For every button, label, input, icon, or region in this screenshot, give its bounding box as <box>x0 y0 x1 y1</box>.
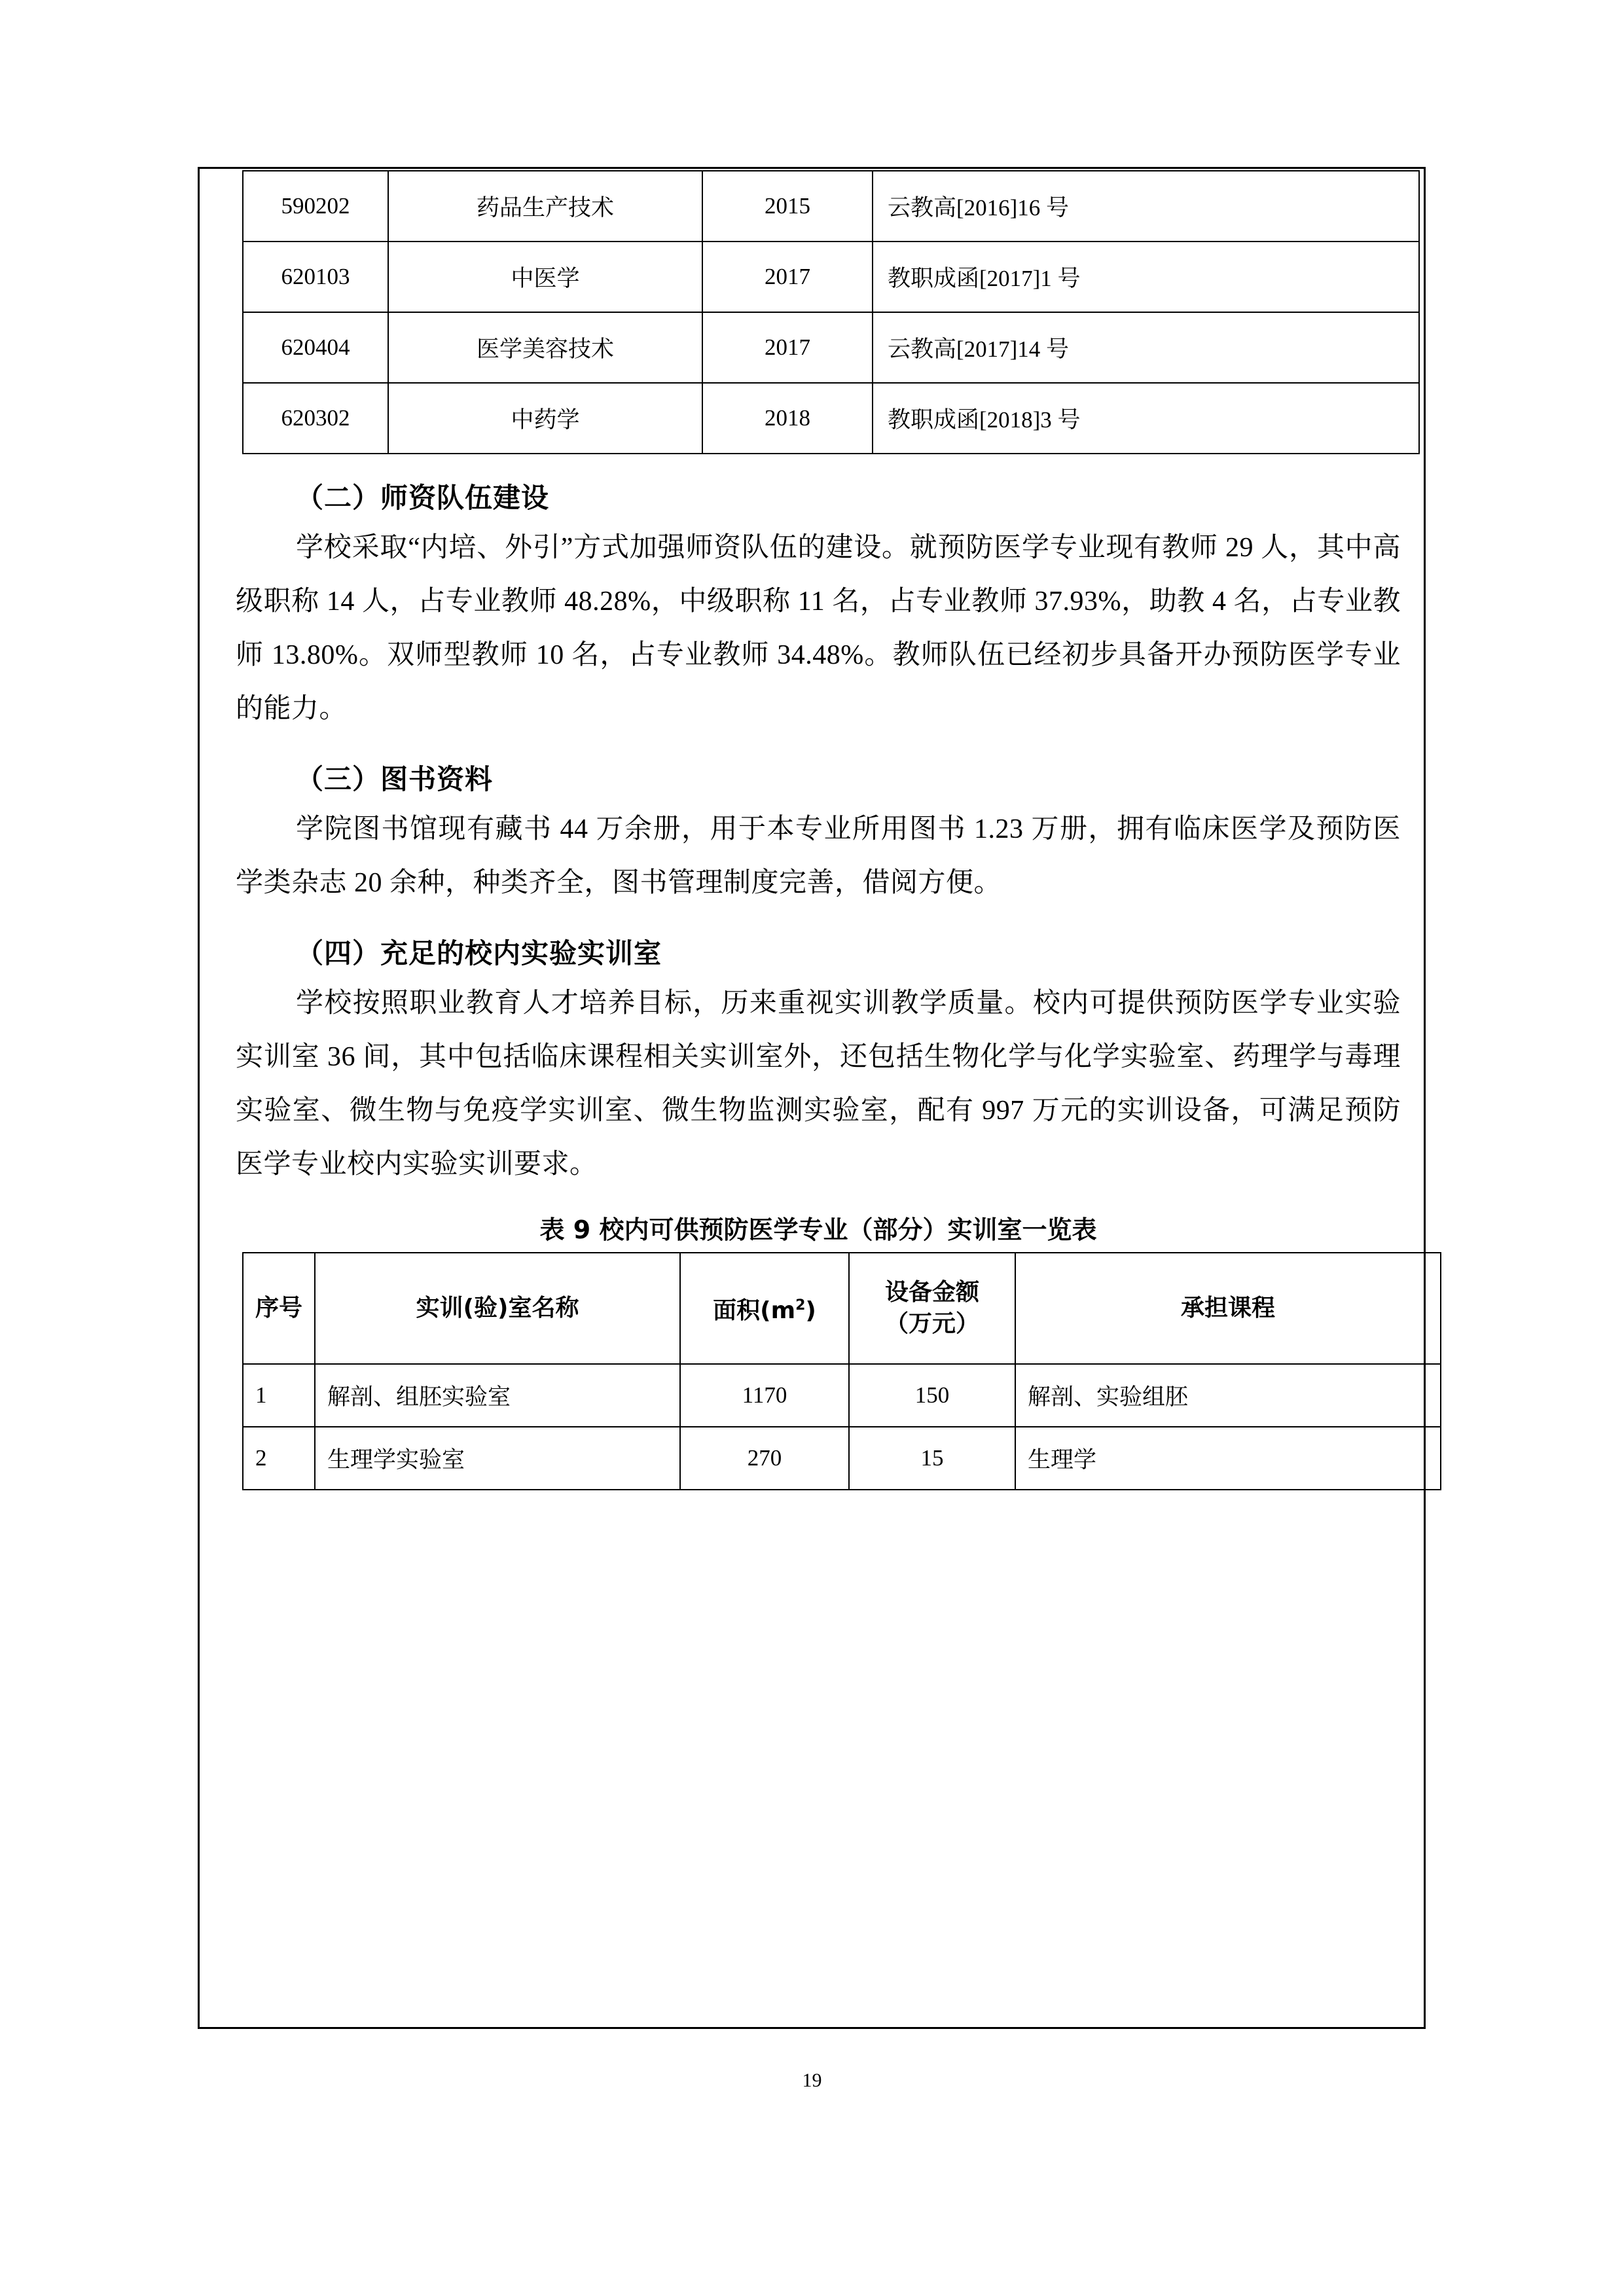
header-amount-line1: 设备金额 <box>884 1279 979 1306</box>
major-doc: 云教高[2016]16 号 <box>873 171 1419 242</box>
header-area-end: ) <box>805 1297 816 1324</box>
table-header-row <box>243 1253 1441 1364</box>
lab-area: 270 <box>680 1427 849 1490</box>
header-amount-line2: （万元） <box>884 1310 979 1337</box>
major-code: 590202 <box>243 171 388 242</box>
lab-name: 生理学实验室 <box>315 1427 680 1490</box>
table-row <box>243 383 1419 454</box>
lab-amount: 150 <box>849 1364 1015 1427</box>
header-course: 承担课程 <box>1015 1253 1441 1364</box>
lab-amount: 15 <box>849 1427 1015 1490</box>
lab-index: 1 <box>243 1364 315 1427</box>
table-row <box>243 242 1419 312</box>
section-heading-library: （三）图书资料 <box>296 763 494 795</box>
header-lab-name: 实训(验)室名称 <box>315 1253 680 1364</box>
major-code: 620103 <box>243 242 388 312</box>
lab-index: 2 <box>243 1427 315 1490</box>
header-index: 序号 <box>243 1253 315 1364</box>
table-row <box>243 171 1419 242</box>
major-name: 中医学 <box>388 242 702 312</box>
major-year: 2017 <box>702 312 873 383</box>
table-row <box>243 312 1419 383</box>
header-area <box>680 1253 849 1364</box>
header-area-text: 面积(m <box>713 1297 796 1324</box>
section-heading-faculty: （二）师资队伍建设 <box>296 482 550 514</box>
page-content <box>236 170 1401 1490</box>
lab-course: 生理学 <box>1015 1427 1441 1490</box>
table-row <box>243 1427 1441 1490</box>
major-name: 药品生产技术 <box>388 171 702 242</box>
labs-table <box>242 1252 1441 1490</box>
header-area-sup: 2 <box>795 1297 806 1314</box>
lab-area: 1170 <box>680 1364 849 1427</box>
major-year: 2018 <box>702 383 873 454</box>
major-doc: 云教高[2017]14 号 <box>873 312 1419 383</box>
table-row <box>243 1364 1441 1427</box>
major-code: 620404 <box>243 312 388 383</box>
major-year: 2017 <box>702 242 873 312</box>
major-doc: 教职成函[2017]1 号 <box>873 242 1419 312</box>
page-number: 19 <box>802 2070 822 2091</box>
lab-course: 解剖、实验组胚 <box>1015 1364 1441 1427</box>
section-heading-labs: （四）充足的校内实验实训室 <box>296 937 662 969</box>
section-paragraph-library: 学院图书馆现有藏书 44 万余册，用于本专业所用图书 1.23 万册，拥有临床医学及预防医学类杂志 20 余种，种类齐全，图书管理制度完善，借阅方便。 <box>236 814 1401 898</box>
major-code: 620302 <box>243 383 388 454</box>
section-paragraph-faculty: 学校采取“内培、外引”方式加强师资队伍的建设。就预防医学专业现有教师 29 人，其中高级职称 14 人，占专业教师 48.28%，中级职称 11 名，占专业教师 37.93%，助教 4 名，占专业教师 13.80%。双师型教师 10 名，占专业教师 34.48%。教师队伍已经初步具备开办预防医学专业的能力。 <box>236 533 1401 724</box>
majors-table <box>242 170 1420 454</box>
lab-name: 解剖、组胚实验室 <box>315 1364 680 1427</box>
section-paragraph-labs: 学校按照职业教育人才培养目标，历来重视实训教学质量。校内可提供预防医学专业实验实训室 36 间，其中包括临床课程相关实训室外，还包括生物化学与化学实验室、药理学与毒理实验室、微生物与免疫学实训室、微生物监测实验室，配有 997 万元的实训设备，可满足预防医学专业校内实验实训要求。 <box>236 988 1401 1179</box>
table-caption: 表 9 校内可供预防医学专业（部分）实训室一览表 <box>539 1215 1097 1244</box>
major-doc: 教职成函[2018]3 号 <box>873 383 1419 454</box>
header-amount <box>849 1253 1015 1364</box>
major-name: 中药学 <box>388 383 702 454</box>
major-year: 2015 <box>702 171 873 242</box>
major-name: 医学美容技术 <box>388 312 702 383</box>
